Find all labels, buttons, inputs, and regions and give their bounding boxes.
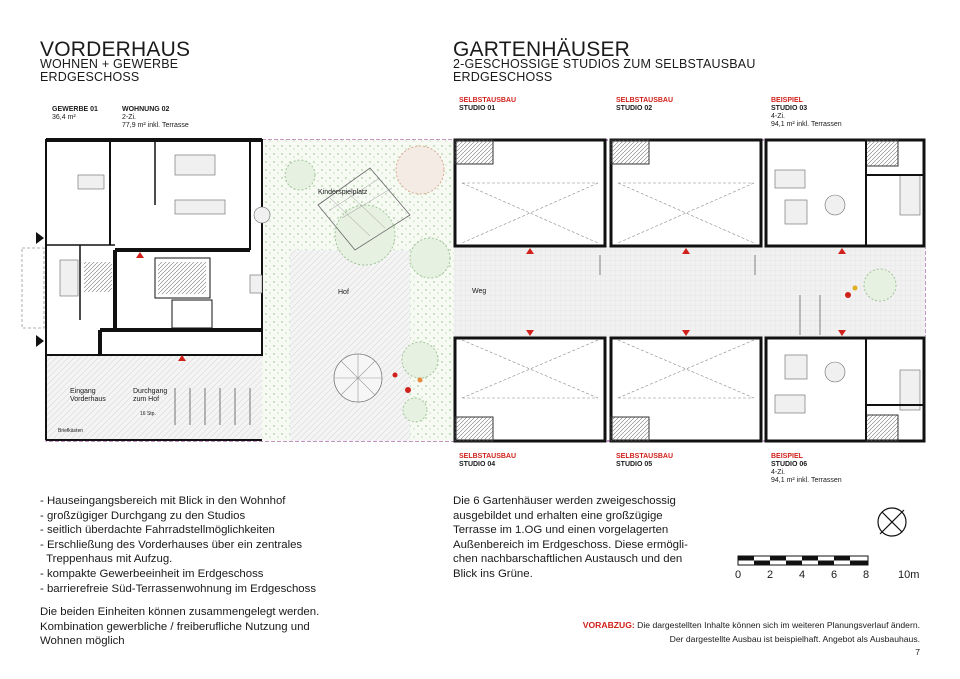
bed <box>175 155 215 175</box>
label-durchgang <box>133 388 167 404</box>
description-line: Blick ins Grüne. <box>453 567 533 580</box>
wohnung-02-area: 77,9 m² inkl. Terrasse <box>122 122 189 129</box>
kitchen <box>175 200 225 214</box>
description-line: ausgebildet und erhalten eine großzügige <box>453 509 663 522</box>
vorabzug-label: VORABZUG: <box>582 620 635 630</box>
studio-01-tag: SELBSTAUSBAU <box>459 97 517 104</box>
scale-tick-10m: 10m <box>898 569 920 581</box>
entrance-arrow-2 <box>36 335 44 347</box>
note-line: Kombination gewerbliche / freiberufliche Nutzung und <box>40 620 310 633</box>
gartenhaeuser-title: GARTENHÄUSER <box>453 38 631 61</box>
studio-01-name: STUDIO 01 <box>459 105 496 112</box>
bullet-item: - Erschließung des Vorderhauses über ein zentrales <box>40 538 303 551</box>
eingang-line-2: Vorderhaus <box>70 396 106 403</box>
vorderhaus-subtitle: WOHNEN + GEWERBE <box>40 57 179 71</box>
label-hof: Hof <box>338 289 349 296</box>
note-line: Die beiden Einheiten können zusammengelegt werden. <box>40 606 320 618</box>
studio-03-rooms: 4-Zi. <box>771 113 785 120</box>
weg-path <box>454 246 925 338</box>
page-number: 7 <box>915 647 920 657</box>
description-line: Außenbereich im Erdgeschoss. Diese ermögli- <box>453 538 688 551</box>
eingang-line-1: Eingang <box>70 388 96 395</box>
terrace-table <box>254 207 270 223</box>
bullet-item: - seitlich überdachte Fahrradstellmöglichkeiten <box>40 524 275 537</box>
gartenhaeuser-description <box>453 494 688 582</box>
label-eingang <box>70 388 106 404</box>
bullet-item: - Hauseingangsbereich mit Blick in den Wohnhof <box>40 495 286 507</box>
studio-06-area: 94,1 m² inkl. Terrassen <box>771 477 842 484</box>
note-line: Wohnen möglich <box>40 635 125 648</box>
footer-line-2: Der dargestellte Ausbau ist beispielhaft. Angebot als Ausbauhaus. <box>669 634 920 644</box>
stair-hatch <box>158 262 206 294</box>
vorderhaus-floor: ERDGESCHOSS <box>40 70 140 84</box>
hof-paving <box>290 250 410 441</box>
scale-tick-0: 0 <box>735 569 742 581</box>
bullet-item: - barrierefreie Süd-Terrassenwohnung im Erdgeschoss <box>40 582 317 595</box>
studio-03-tag: BEISPIEL <box>771 97 803 104</box>
studio-06-name: STUDIO 06 <box>771 461 808 468</box>
gartenhaeuser-subtitle: 2-GESCHOSSIGE STUDIOS ZUM SELBSTAUSBAU <box>453 57 756 71</box>
vorderhaus-bullets <box>40 494 316 596</box>
footer-vorabzug <box>500 620 920 631</box>
desk <box>78 175 104 189</box>
entrance-arrow-1 <box>36 232 44 244</box>
description-line: chen nachbarschaftlichen Austausch und den <box>453 553 683 566</box>
studio-04-name: STUDIO 04 <box>459 461 496 468</box>
chair <box>250 275 262 293</box>
bay-outline <box>22 248 44 328</box>
bullet-item: - großzügiger Durchgang zu den Studios <box>40 509 246 522</box>
north-arrow-icon <box>878 508 906 536</box>
studio-04-tag: SELBSTAUSBAU <box>459 453 517 460</box>
label-stellplaetze: 16 Stp. <box>140 411 156 417</box>
sofa <box>60 260 78 296</box>
vorderhaus-title: VORDERHAUS <box>40 38 191 61</box>
label-weg: Weg <box>472 288 487 295</box>
studio-02-name: STUDIO 02 <box>616 105 653 112</box>
studio-05-name: STUDIO 05 <box>616 461 653 468</box>
scale-tick-6: 6 <box>831 569 838 581</box>
studio-06-rooms: 4-Zi. <box>771 469 785 476</box>
scale-tick-2: 2 <box>767 569 774 581</box>
scale-bar <box>738 556 868 565</box>
vorabzug-text: Die dargestellten Inhalte können sich im weiteren Planungsverlauf ändern. <box>634 620 920 630</box>
scale-tick-8: 8 <box>863 569 870 581</box>
studio-05-tag: SELBSTAUSBAU <box>616 453 674 460</box>
scale-tick-4: 4 <box>799 569 806 581</box>
studio-06-tag: BEISPIEL <box>771 453 803 460</box>
durchgang-line-1: Durchgang <box>133 388 168 395</box>
bullet-item: Treppenhaus mit Aufzug. <box>40 553 173 566</box>
bullet-item: - kompakte Gewerbeeinheit im Erdgeschoss <box>40 567 264 580</box>
description-line: Terrasse im 1.OG und einen vorgelagerten <box>453 524 669 537</box>
wohnung-02-name: WOHNUNG 02 <box>122 106 170 113</box>
durchgang-line-2: zum Hof <box>133 396 160 403</box>
studio-03-name: STUDIO 03 <box>771 105 808 112</box>
gewerbe-01-area: 36,4 m² <box>52 114 76 121</box>
description-line: Die 6 Gartenhäuser werden zweigeschossig <box>453 495 676 507</box>
studio-02-tag: SELBSTAUSBAU <box>616 97 674 104</box>
label-kinderspielplatz: Kinderspielplatz <box>318 189 368 196</box>
vorderhaus-note <box>40 605 319 649</box>
label-briefkaesten: Briefkästen <box>58 428 84 434</box>
gewerbe-01-name: GEWERBE 01 <box>52 106 98 113</box>
studio-03-area: 94,1 m² inkl. Terrassen <box>771 121 842 128</box>
wohnung-02-rooms: 2-Zi. <box>122 114 136 121</box>
gartenhaeuser-floor: ERDGESCHOSS <box>453 70 553 84</box>
lift-hatch <box>84 262 112 292</box>
